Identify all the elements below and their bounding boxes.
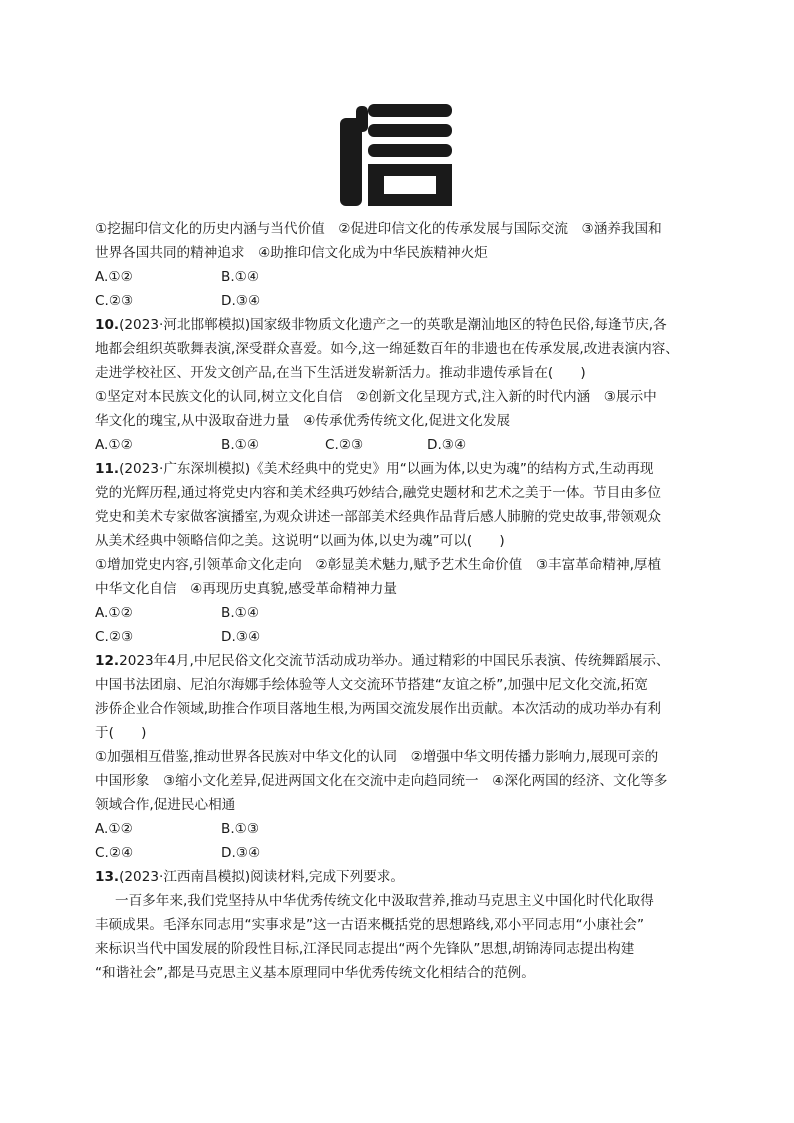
q11-stem-text: (2023·广东深圳模拟)《美术经典中的党史》用“以画为体,以史为魂”的结构方式,生动再现 bbox=[119, 461, 654, 477]
q12-choice-a[interactable]: A.①② bbox=[95, 821, 133, 837]
q11-stem-line-2: 党的光辉历程,通过将党史内容和美术经典巧妙结合,融党史题材和艺术之美于一体。节目由多位 bbox=[95, 485, 661, 501]
q12-choice-d[interactable]: D.③④ bbox=[221, 845, 261, 861]
q12-option-line-3: 领域合作,促进民心相通 bbox=[95, 797, 236, 813]
q11-choice-d[interactable]: D.③④ bbox=[221, 629, 261, 645]
q13-stem-text: (2023·江西南昌模拟)阅读材料,完成下列要求。 bbox=[119, 869, 405, 885]
q11-choice-row-1 bbox=[95, 603, 259, 623]
q13-stem-line bbox=[95, 867, 404, 887]
q12-choice-b[interactable]: B.①③ bbox=[221, 821, 260, 837]
q10-choice-d[interactable]: D.③④ bbox=[427, 437, 467, 453]
q10-choice-b[interactable]: B.①④ bbox=[221, 437, 260, 453]
q10-choice-c[interactable]: C.②③ bbox=[325, 437, 364, 453]
q13-material-line-1: 一百多年来,我们党坚持从中华优秀传统文化中汲取营养,推动马克思主义中国化时代化取得 bbox=[115, 893, 654, 909]
q11-stem-line-3: 党史和美术专家做客演播室,为观众讲述一部部美术经典作品背后感人肺腑的党史故事,带领观众 bbox=[95, 509, 661, 525]
q12-stem-line-4: 于( ) bbox=[95, 725, 147, 741]
q12-stem-text: 2023年4月,中尼民俗文化交流节活动成功举办。通过精彩的中国民乐表演、传统舞蹈展示、 bbox=[119, 653, 670, 669]
q11-stem-line-1 bbox=[95, 459, 654, 479]
q11-choice-row-2 bbox=[95, 627, 260, 647]
q10-choice-row bbox=[95, 435, 466, 455]
q9-choice-row-2 bbox=[95, 291, 260, 311]
q10-number: 10. bbox=[95, 317, 120, 333]
q12-stem-line-2: 中国书法团扇、尼泊尔海娜手绘体验等人文交流环节搭建“友谊之桥”,加强中尼文化交流,拓宽 bbox=[95, 677, 648, 693]
q9-choice-b[interactable]: B.①④ bbox=[221, 269, 260, 285]
q13-material-line-3: 来标识当代中国发展的阶段性目标,江泽民同志提出“两个先锋队”思想,胡锦涛同志提出构建 bbox=[95, 941, 635, 957]
q9-option-line-1: ①挖掘印信文化的历史内涵与当代价值 ②促进印信文化的传承发展与国际交流 ③涵养我国和 bbox=[95, 221, 662, 237]
q12-option-line-1: ①加强相互借鉴,推动世界各民族对中华文化的认同 ②增强中华文明传播力影响力,展现可亲的 bbox=[95, 749, 659, 765]
q9-option-line-2: 世界各国共同的精神追求 ④助推印信文化成为中华民族精神火炬 bbox=[95, 245, 488, 261]
q11-option-line-2: 中华文化自信 ④再现历史真貌,感受革命精神力量 bbox=[95, 581, 397, 597]
q11-choice-b[interactable]: B.①④ bbox=[221, 605, 260, 621]
q10-stem-line-3: 走进学校社区、开发文创产品,在当下生活迸发崭新活力。推动非遗传承旨在( ) bbox=[95, 365, 586, 381]
q11-number: 11. bbox=[95, 461, 120, 477]
q11-choice-a[interactable]: A.①② bbox=[95, 605, 133, 621]
q10-stem-line-1 bbox=[95, 315, 667, 335]
q12-choice-row-1 bbox=[95, 819, 259, 839]
q10-stem-text: (2023·河北邯郸模拟)国家级非物质文化遗产之一的英歌是潮汕地区的特色民俗,每逢节庆,各 bbox=[119, 317, 667, 333]
q12-choice-c[interactable]: C.②④ bbox=[95, 845, 134, 861]
q12-stem-line-3: 涉侨企业合作领域,助推合作项目落地生根,为两国交流发展作出贡献。本次活动的成功举办有利 bbox=[95, 701, 661, 717]
seal-character-image bbox=[338, 100, 454, 208]
q9-choice-a[interactable]: A.①② bbox=[95, 269, 133, 285]
q11-option-line-1: ①增加党史内容,引领革命文化走向 ②彰显美术魅力,赋予艺术生命价值 ③丰富革命精神,厚植 bbox=[95, 557, 662, 573]
q9-choice-d[interactable]: D.③④ bbox=[221, 293, 261, 309]
q11-choice-c[interactable]: C.②③ bbox=[95, 629, 134, 645]
q9-choice-c[interactable]: C.②③ bbox=[95, 293, 134, 309]
q10-choice-a[interactable]: A.①② bbox=[95, 437, 133, 453]
q10-option-line-2: 华文化的瑰宝,从中汲取奋进力量 ④传承优秀传统文化,促进文化发展 bbox=[95, 413, 511, 429]
q12-stem-line-1 bbox=[95, 651, 670, 671]
q11-stem-line-4: 从美术经典中领略信仰之美。这说明“以画为体,以史为魂”可以( ) bbox=[95, 533, 505, 549]
q13-material-line-2: 丰硕成果。毛泽东同志用“实事求是”这一古语来概括党的思想路线,邓小平同志用“小康社会” bbox=[95, 917, 645, 933]
q10-stem-line-2: 地都会组织英歌舞表演,深受群众喜爱。如今,这一绵延数百年的非遗也在传承发展,改进表演内容、 bbox=[95, 341, 679, 357]
q13-number: 13. bbox=[95, 869, 120, 885]
q9-choice-row-1 bbox=[95, 267, 259, 287]
q12-option-line-2: 中国形象 ③缩小文化差异,促进两国文化在交流中走向趋同统一 ④深化两国的经济、文化等多 bbox=[95, 773, 668, 789]
q13-material-line-4: “和谐社会”,都是马克思主义基本原理同中华优秀传统文化相结合的范例。 bbox=[95, 965, 535, 981]
q12-choice-row-2 bbox=[95, 843, 260, 863]
q10-option-line-1: ①坚定对本民族文化的认同,树立文化自信 ②创新文化呈现方式,注入新的时代内涵 ③展示中 bbox=[95, 389, 657, 405]
q12-number: 12. bbox=[95, 653, 120, 669]
